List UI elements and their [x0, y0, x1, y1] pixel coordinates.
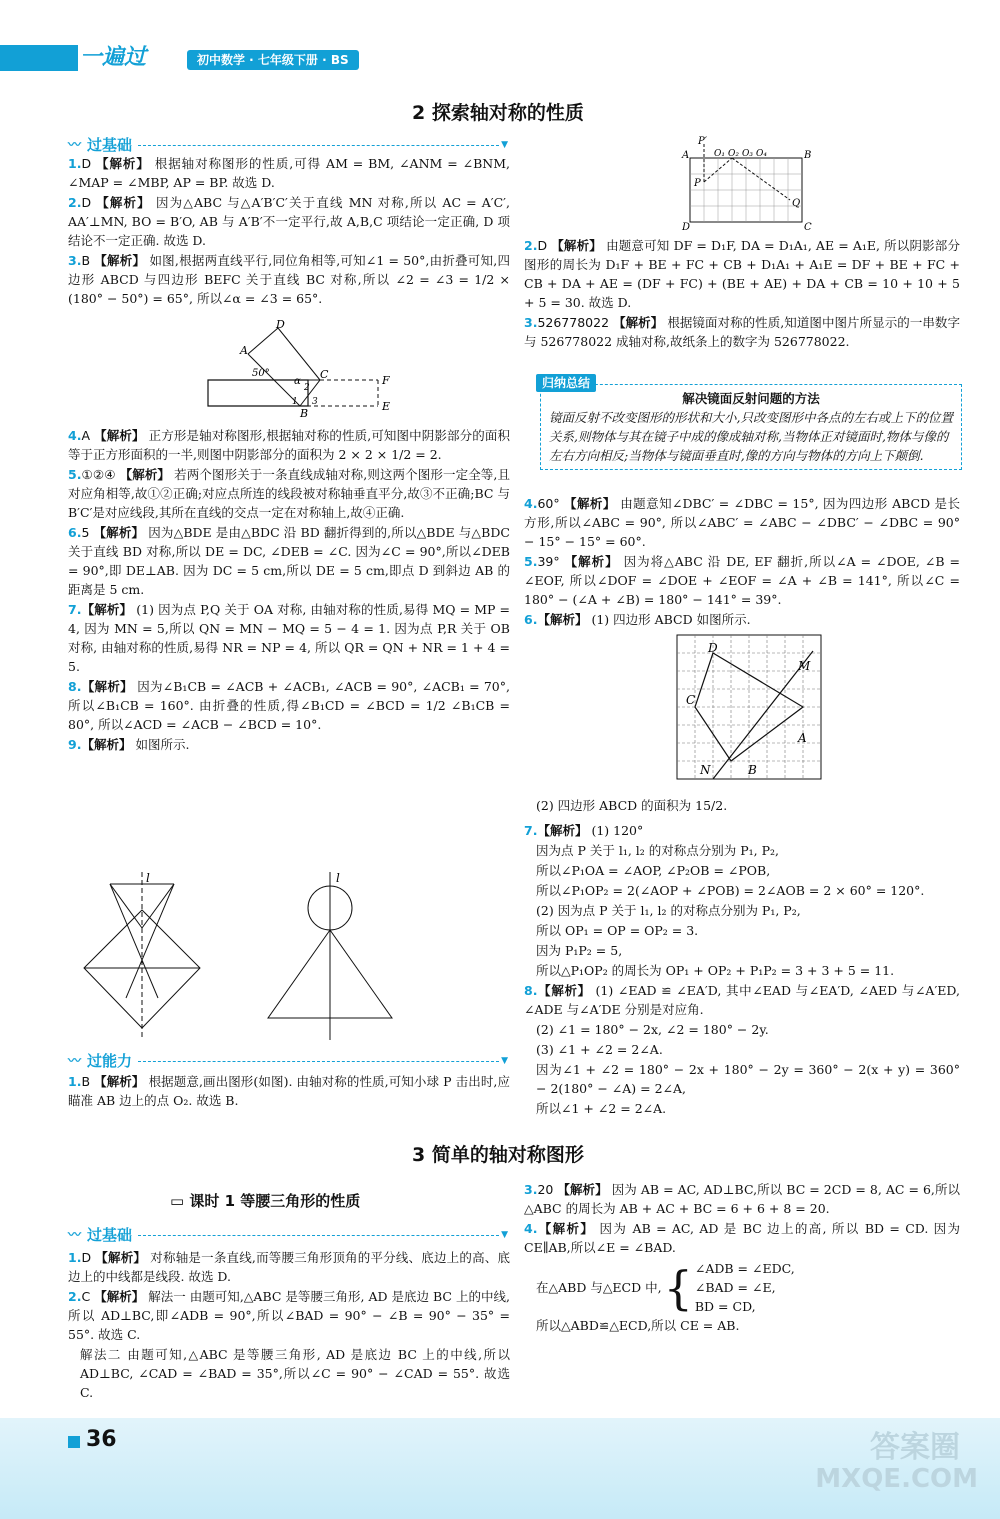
- fig-ab-label: O₂: [728, 149, 739, 159]
- answer-item: 6.5 【解析】 因为△BDE 是由△BDC 沿 BD 翻折得到的,所以△BDE 与△BDC 关于直线 BD 对称,所以 DE = DC, ∠DEB = ∠C. 因为∠C = 90°,所以∠DEB = 90°,即 DE⊥AB. 因为 DC = 5 cm,所以 DE = 5 cm,即点 D 到斜边 AB 的距离是 5 cm.: [68, 525, 510, 597]
- fig6-label-M: M: [798, 659, 811, 673]
- lesson-title: [170, 1192, 360, 1211]
- q7-line: 因为点 P 关于 l₁, l₂ 的对称点分别为 P₁, P₂,: [536, 843, 780, 858]
- page-bullet: [68, 1436, 80, 1448]
- answer-item: 2.D 【解析】 因为△ABC 与△A′B′C′关于直线 MN 对称,所以 AC = A′C′, AA′⊥MN, BO = B′O, AB 与 A′B′不一定平行,故 A,B,C 项结论一定正确, D 项结论不一定正确. 故选 D.: [68, 195, 510, 248]
- q4-system-line: ∠BAD = ∠E,: [694, 1280, 776, 1295]
- q7-line: (2) 因为点 P 关于 l₁, l₂ 的对称点分别为 P₁, P₂,: [536, 903, 801, 918]
- q8-line: 所以∠1 + ∠2 = 2∠A.: [536, 1101, 667, 1116]
- fig3-label-B: B: [300, 407, 309, 418]
- answer-item: 7.【解析】 (1) 120°: [524, 823, 644, 838]
- fig-q6-grid: [676, 634, 822, 780]
- fig3-label-50: 50°: [252, 368, 270, 379]
- lesson-title-text: 课时 1 等腰三角形的性质: [189, 1192, 361, 1210]
- q4-system-line: BD = CD,: [694, 1299, 756, 1314]
- right-column-sec2b: [524, 494, 960, 630]
- answer-item: 3.20 【解析】 因为 AB = AC, AD⊥BC,所以 BC = 2CD = 8, AC = 6,所以△ABC 的周长为 AB + AC + BC = 6 + 6 + 8 = 20.: [524, 1182, 961, 1216]
- header-accent-bar: [0, 45, 78, 71]
- fig-ab-label: O₄: [756, 149, 767, 159]
- summary-body: 镜面反射不改变图形的形状和大小,只改变图形中各点的左右或上下的位置关系,则物体与其在镜子中成的像成轴对称,当物体正对镜面时,物体与像的左右方向相反;当物体与镜面垂直时,像的方向与物体的方向上下颠倒.: [549, 410, 953, 463]
- right-column-sec2: [524, 236, 960, 352]
- summary-title: 解决镜面反射问题的方法: [682, 391, 820, 406]
- answer-item: 4.【解析】 因为 AB = AC, AD 是 BC 边上的高, 所以 BD = CD. 因为 CE∥AB,所以∠E = ∠BAD.: [524, 1221, 960, 1255]
- fig3-label-F: F: [382, 374, 390, 387]
- fig-q3: [200, 318, 400, 418]
- fig-ab-label: D: [682, 222, 691, 233]
- banner-basic-label: 过基础: [87, 1226, 133, 1244]
- q7-line: 所以 OP₁ = OP = OP₂ = 3.: [536, 923, 699, 938]
- q7-line: 因为 P₁P₂ = 5,: [536, 943, 623, 958]
- wave-icon: 〰: [68, 138, 82, 153]
- answer-item: 1.B 【解析】 根据题意,画出图形(如图). 由轴对称的性质,可知小球 P 击出时,应瞄准 AB 边上的点 O₂. 故选 B.: [68, 1074, 510, 1108]
- fig-ab-label: O₁: [714, 149, 725, 159]
- answer-item: 7.【解析】 (1) 因为点 P,Q 关于 OA 对称, 由轴对称的性质,易得 MQ = MP = 4, 因为 MN = 5,所以 QN = MN − MQ = 5 − 4 = 1. 因为点 P,R 关于 OB 对称, 由轴对称的性质,易得 NR = NP = 4, 所以 QR = QN + NR = 1 + 4 = 5.: [68, 602, 510, 674]
- answer-item: 9.【解析】 如图所示.: [68, 737, 190, 752]
- banner-ability-label: 过能力: [87, 1052, 133, 1070]
- banner-basic-2: [68, 1226, 508, 1245]
- page-number: 36: [86, 1427, 117, 1452]
- q8-line: 因为∠1 + ∠2 = 180° − 2x + 180° − 2y = 360° − 2(x + y) = 360° − 2(180° − ∠A) = 2∠A,: [536, 1062, 960, 1096]
- book-icon: ▭: [170, 1192, 190, 1210]
- fig6-label-C: C: [686, 693, 696, 707]
- fig-ab-label: A: [682, 150, 690, 161]
- triangle-icon: ▼: [501, 140, 508, 150]
- triangle-icon: ▼: [501, 1230, 508, 1240]
- summary-box: [540, 384, 962, 470]
- triangle-icon: ▼: [501, 1056, 508, 1066]
- fig3-label-1: 1: [292, 397, 298, 407]
- answer-item: 5.39° 【解析】 因为将△ABC 沿 DE, EF 翻折,所以∠A = ∠DOE, ∠B = ∠EOF, 所以∠DOF = ∠DOE + ∠EOF = ∠A + ∠B = 141°, 所以∠C = 180° − (∠A + ∠B) = 180° − 141° = 39°.: [524, 554, 960, 607]
- right-column-sec2c: [524, 796, 960, 1119]
- answer-item: 1.D 【解析】 对称轴是一条直线,而等腰三角形顶角的平分线、底边上的高、底边上的中线都是线段. 故选 D.: [68, 1250, 510, 1284]
- fig-q9: [80, 868, 410, 1043]
- fig9-axis-label-1: l: [146, 871, 150, 885]
- q4-system-lines: [695, 1259, 795, 1316]
- fig6-label-N: N: [700, 763, 711, 777]
- q7-line: 所以△P₁OP₂ 的周长为 OP₁ + OP₂ + P₁P₂ = 3 + 3 + 5 = 11.: [536, 963, 895, 978]
- wave-icon: 〰: [68, 1054, 82, 1069]
- section-2-title: 2 探索轴对称的性质: [412, 102, 584, 124]
- watermark-logo: 答案圈: [870, 1430, 960, 1465]
- brace-symbol: {: [663, 1260, 693, 1315]
- banner-ability: [68, 1052, 508, 1071]
- fig9-axis-label-2: l: [336, 871, 340, 885]
- q8-line: (3) ∠1 + ∠2 = 2∠A.: [536, 1042, 663, 1057]
- answer-item: 解法二 由题可知,△ABC 是等腰三角形, AD 是底边 BC 上的中线,所以 AD⊥BC, ∠CAD = ∠BAD = 35°,所以∠C = 90° − ∠CAD = 55°. 故选 C.: [80, 1347, 510, 1400]
- fig-ability-q1: [680, 134, 820, 234]
- q4-system-line: ∠ADB = ∠EDC,: [694, 1261, 795, 1276]
- banner-basic-label: 过基础: [87, 136, 133, 154]
- answer-item: 8.【解析】 因为∠B₁CB = ∠ACB + ∠ACB₁, ∠ACB = 90°, ∠ACB₁ = 70°, 所以∠B₁CB = 160°. 由折叠的性质,得∠B₁CD = ∠BCD = 1/2 ∠B₁CB = 80°, 所以∠ACD = ∠ACB − ∠BCD = 10°.: [68, 679, 510, 732]
- banner-basic: [68, 136, 508, 155]
- right-column-sec3: [524, 1180, 960, 1336]
- banner-divider: [138, 1061, 499, 1062]
- fig3-label-D: D: [276, 318, 285, 331]
- answer-item: 4.A 【解析】 正方形是轴对称图形,根据轴对称的性质,可知图中阴影部分的面积等于正方形面积的一半,则图中阴影部分的面积为 2 × 2 × 1/2 = 2.: [68, 428, 510, 462]
- wave-icon: 〰: [68, 1228, 82, 1243]
- left-column-sec2b: [68, 426, 510, 755]
- fig-ab-label: Q: [792, 198, 801, 209]
- section-3-title: 3 简单的轴对称图形: [412, 1144, 584, 1166]
- fig3-label-2: 2: [304, 383, 310, 393]
- fig6-label-D: D: [708, 641, 718, 655]
- fig3-label-C: C: [320, 368, 329, 381]
- summary-tag: 归纳总结: [536, 374, 596, 392]
- answer-item: 1.D 【解析】 根据轴对称图形的性质,可得 AM = BM, ∠ANM = ∠BNM, ∠MAP = ∠MBP, AP = BP. 故选 D.: [68, 156, 510, 190]
- fig3-label-3: 3: [312, 397, 318, 407]
- answer-item: 4.60° 【解析】 由题意知∠DBC′ = ∠DBC = 15°, 因为四边形 ABCD 是长方形,所以∠ABC = 90°, 所以∠ABC′ = ∠ABC − ∠DBC′ − ∠DBC = 90° − 15° − 15° = 60°.: [524, 496, 960, 549]
- q7-line: 所以∠P₁OP₂ = 2(∠AOP + ∠POB) = 2∠AOB = 2 × 60° = 120°.: [536, 883, 925, 898]
- answer-item: 3.B 【解析】 如图,根据两直线平行,同位角相等,可知∠1 = 50°,由折叠可知,四边形 ABCD 与四边形 BEFC 关于直线 BC 对称,所以 ∠2 = ∠3 = 1/2 × (180° − 50°) = 65°, 所以∠α = ∠3 = 65°.: [68, 253, 510, 306]
- q8-line: (2) ∠1 = 180° − 2x, ∠2 = 180° − 2y.: [536, 1022, 769, 1037]
- watermark-url: MXQE.COM: [815, 1464, 978, 1494]
- answer-item: 8.【解析】 (1) ∠EAD ≌ ∠EA′D, 其中∠EAD 与∠EA′D, ∠AED 与∠A′ED, ∠ADE 与∠A′DE 分别是对应角.: [524, 983, 960, 1017]
- fig3-label-A: A: [240, 344, 248, 357]
- fig-ab-label: P′: [698, 136, 707, 147]
- fig-ab-label: O₃: [742, 149, 753, 159]
- q4-system-lead: 在△ABD 与△ECD 中,: [536, 1280, 662, 1295]
- answer-item: 3.526778022 【解析】 根据镜面对称的性质,知道图中图片所显示的一串数字与 526778022 成轴对称,故纸条上的数字为 526778022.: [524, 315, 960, 349]
- answer-item: 5.①②④ 【解析】 若两个图形关于一条直线成轴对称,则这两个图形一定全等,且对应角相等,故①②正确;对应点所连的线段被对称轴垂直平分,故③不正确;BC 与 B′C′是对应线段,其所在直线的交点一定在对称轴上,故④正确.: [68, 467, 510, 520]
- fig-ab-label: C: [804, 222, 812, 233]
- fig3-label-alpha: α: [294, 376, 301, 387]
- banner-divider: [138, 1235, 499, 1236]
- series-label: 初中数学 · 七年级下册 · BS: [187, 50, 359, 70]
- ability-answers: [68, 1072, 510, 1111]
- fig-ab-label: P: [694, 178, 701, 189]
- left-column-sec3: [68, 1248, 510, 1403]
- answer-item: 2.C 【解析】 解法一 由题可知,△ABC 是等腰三角形, AD 是底边 BC 上的中线,所以 AD⊥BC,即∠ADB = 90°,所以∠BAD = 90° − ∠B = 90° − 35° = 55°. 故选 C.: [68, 1289, 510, 1342]
- banner-divider: [138, 145, 499, 146]
- fig-ab-label: B: [804, 150, 812, 161]
- q4-system: [524, 1259, 960, 1316]
- fig6-label-B: B: [748, 763, 757, 777]
- q4-conclusion: 所以△ABD≌△ECD,所以 CE = AB.: [536, 1318, 740, 1333]
- fig6-label-A: A: [798, 731, 807, 745]
- brand-logo: 一遍过: [80, 45, 147, 70]
- q7-line: 所以∠P₁OA = ∠AOP, ∠P₂OB = ∠POB,: [536, 863, 771, 878]
- q6-part2: (2) 四边形 ABCD 的面积为 15/2.: [536, 798, 728, 813]
- answer-item: 2.D 【解析】 由题意可知 DF = D₁F, DA = D₁A₁, AE = A₁E, 所以阴影部分图形的周长为 D₁F + BE + FC + CB + D₁A₁ + A₁E = DF + BE + FC + CB + DA + AE = (DF + FC) + (BE + AE) + DA + CB = 10 + 10 + 5 + 5 = 30. 故选 D.: [524, 238, 960, 310]
- fig3-label-E: E: [382, 400, 391, 413]
- left-column-sec2: [68, 154, 510, 309]
- answer-item: 6.【解析】 (1) 四边形 ABCD 如图所示.: [524, 612, 751, 627]
